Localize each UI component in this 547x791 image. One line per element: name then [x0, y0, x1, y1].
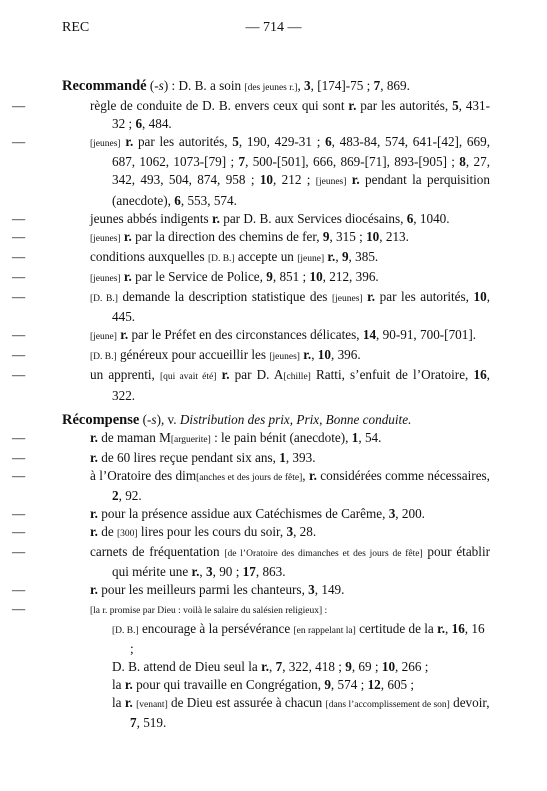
entry-text: , 212, 396. — [322, 268, 379, 284]
entry-text: , 445. — [112, 289, 490, 325]
entry-text: 7 — [373, 78, 381, 93]
entry-text: considérées comme nécessaires, — [316, 467, 490, 483]
entry-keyword: Récompense — [62, 411, 140, 428]
entry-text: r. — [90, 524, 98, 540]
entry-text: r. — [90, 582, 98, 598]
entry-text: [de l’Oratoire des dimanches et des jours de fête] — [224, 549, 423, 560]
entry-text: r. — [211, 210, 220, 226]
entry-text: , 92. — [118, 487, 142, 503]
entry-text: [D. B.] — [90, 352, 117, 363]
entry-text: [jeunes] — [90, 273, 121, 284]
entry-text: , [174]-75 ; — [310, 78, 374, 93]
index-subentry — [112, 620, 490, 658]
index-dash-entry — [12, 600, 490, 620]
entry-text: par les autorités, — [356, 98, 453, 114]
entry-text: par D. B. aux Services diocésains, — [219, 210, 407, 226]
entry-text: 10 — [381, 658, 396, 674]
entry-text: conditions auxquelles — [90, 248, 208, 264]
entry-text: 5 — [232, 134, 239, 150]
entry-text: , 385. — [348, 248, 379, 264]
page-header — [0, 20, 547, 40]
entry-text: , 190, 429-31 ; — [238, 134, 326, 150]
entry-text: 6 — [325, 134, 332, 150]
entry-text: , 869. — [380, 78, 410, 93]
entry-text: 9 — [322, 228, 330, 244]
entry-text: par le Service de Police, — [131, 268, 267, 284]
entry-dash: — — [12, 289, 26, 305]
entry-text: r. — [191, 564, 200, 580]
entry-dash: — — [12, 268, 26, 284]
entry-text: pour la présence assidue aux Catéchismes de Carême, — [97, 506, 389, 522]
entry-text: r. — [221, 367, 230, 383]
entry-text: par D. A — [229, 367, 284, 383]
entry-text: ( — [146, 78, 155, 93]
entry-text: , 500-[501], 666, 869-[71], 893-[905] ; — [245, 154, 460, 170]
entry-text: pendant la perquisition (anecdote), — [112, 172, 490, 208]
entry-text: ) : D. B. a soin — [163, 78, 245, 93]
entry-text: , — [199, 564, 207, 580]
entry-text: , — [311, 347, 318, 363]
entry-text: 9 — [324, 676, 331, 692]
entry-text: la — [112, 676, 125, 692]
entry-text: r. — [124, 695, 133, 710]
entry-text: r. — [437, 620, 446, 636]
entry-text: 10 — [473, 289, 487, 305]
entry-text: r. — [308, 467, 317, 483]
entry-text: 9 — [341, 248, 349, 264]
entry-dash: — — [12, 228, 26, 244]
entry-text: la — [112, 695, 125, 710]
index-dash-entry — [12, 97, 490, 133]
entry-text: de Dieu est assurée à chacun — [167, 695, 326, 710]
entry-text: carnets de fréquentation — [90, 544, 225, 560]
entry-text: , 212 ; — [273, 172, 316, 188]
entry-text: [en rappelant la] — [293, 625, 356, 636]
entry-text: , 574 ; — [330, 676, 368, 692]
entry-text: , 322, 418 ; — [282, 658, 346, 674]
entry-text: r. — [90, 449, 98, 465]
entry-text: -s — [154, 78, 164, 93]
index-dash-entry — [12, 581, 490, 599]
entry-text: : le pain bénit (anecdote), — [210, 429, 352, 445]
entry-text: , 431-32 ; — [112, 98, 490, 132]
entry-text: pour les meilleurs parmi les chanteurs, — [97, 582, 309, 598]
entry-dash: — — [12, 347, 26, 363]
index-subentry — [112, 676, 490, 694]
index-dash-entry — [12, 366, 490, 404]
entry-text: [jeune] — [90, 332, 117, 343]
entry-text: accepte un — [234, 248, 298, 264]
entry-text: [jeune] — [297, 253, 325, 264]
index-dash-entry — [12, 133, 491, 209]
entry-text: r. — [367, 289, 376, 305]
entry-text: 17 — [242, 564, 256, 580]
entry-text: 10 — [259, 172, 274, 188]
entry-text: , — [297, 78, 305, 93]
entry-text: [jeunes] — [90, 233, 121, 244]
entry-text: 8 — [459, 154, 466, 170]
entry-text: Distribution des prix, Prix, Bonne conduite. — [179, 411, 412, 427]
entry-text: , 1040. — [413, 210, 450, 226]
entry-text: par la direction des chemins de fer, — [131, 228, 323, 244]
entry-text: r. — [348, 98, 357, 114]
index-dash-entry — [12, 288, 490, 326]
entry-text: 3 — [206, 564, 213, 580]
entry-text: 16 — [451, 620, 465, 636]
entry-text: , 149. — [314, 582, 345, 598]
entry-text: de 60 lires reçue pendant six ans, — [97, 449, 280, 465]
entry-text: [dans l’accomplissement de son] — [325, 700, 450, 710]
entry-text: par les autorités, — [375, 289, 474, 305]
index-dash-entry — [12, 326, 490, 346]
entry-text: 10 — [366, 228, 380, 244]
entry-text: [chille] — [283, 372, 311, 383]
entry-text: [venant] — [136, 700, 168, 710]
entry-dash: — — [12, 248, 26, 264]
entry-text: r. — [120, 327, 129, 343]
entry-text: ), v. — [156, 411, 180, 427]
entry-text: , — [445, 620, 452, 636]
entry-text: 3 — [308, 582, 315, 598]
entry-dash: — — [12, 210, 26, 226]
entry-text: , 484. — [142, 116, 172, 132]
entry-text: 6 — [406, 210, 414, 226]
entry-text: [jeunes] — [269, 352, 300, 363]
entry-text: 5 — [452, 98, 459, 114]
entry-dash: — — [12, 449, 26, 465]
index-dash-entry — [12, 523, 490, 543]
entry-text: [jeunes] — [90, 139, 121, 150]
entry-dash: — — [12, 544, 26, 560]
entry-text: r. — [90, 506, 98, 522]
entry-text: par les autorités, — [133, 134, 233, 150]
index-dash-entry — [12, 543, 490, 581]
entry-text: 12 — [367, 676, 381, 692]
entry-text: , — [335, 248, 342, 264]
entry-text: , 200. — [395, 506, 425, 522]
entry-text: 6 — [174, 192, 181, 208]
entry-text: r. — [124, 676, 133, 692]
entry-text: certitude de la — [355, 620, 438, 636]
entry-text: , 393. — [285, 449, 316, 465]
entry-text: pour établir qui mérite une — [112, 544, 490, 580]
entry-text: , 396. — [330, 347, 361, 363]
entry-text: [jeunes] — [315, 177, 347, 188]
entry-text: lires pour les cours du soir, — [137, 524, 287, 540]
entry-text: [300] — [117, 529, 138, 540]
entry-dash: — — [12, 582, 26, 598]
entry-text: , 90 ; — [212, 564, 243, 580]
entry-text: 10 — [317, 347, 331, 363]
index-subentry — [112, 658, 490, 676]
entry-text: 9 — [266, 268, 273, 284]
index-entries — [12, 71, 491, 732]
entry-text: , 863. — [255, 564, 286, 580]
entry-dash: — — [12, 467, 26, 483]
entry-text: pour qui travaille en Congrégation, — [132, 676, 325, 692]
entry-text: [des jeunes r.] — [244, 83, 298, 93]
entry-dash: — — [12, 506, 26, 522]
entry-text: , — [269, 658, 276, 674]
entry-text: devoir, — [449, 695, 490, 710]
entry-text: r. — [303, 347, 312, 363]
entry-text: 3 — [286, 524, 294, 540]
entry-text: de maman M — [97, 429, 171, 445]
entry-text: Ratti, s’enfuit de l’Oratoire, — [310, 367, 474, 383]
index-dash-entry — [12, 449, 490, 467]
entry-text: r. — [90, 429, 98, 445]
entry-text: r. — [351, 172, 360, 188]
entry-text: 3 — [388, 506, 396, 522]
index-dash-entry — [12, 429, 490, 449]
index-dash-entry — [12, 248, 490, 268]
entry-text: [D. B.] — [207, 253, 235, 264]
entry-text: 14 — [362, 327, 377, 343]
entry-text: r. — [261, 658, 270, 674]
entry-text: , 851 ; — [272, 268, 310, 284]
entry-text: , 90-91, 700-[701]. — [376, 327, 477, 343]
entry-text: par le Préfet en des circonstances délicates, — [128, 327, 363, 343]
entry-text: de — [97, 524, 117, 540]
index-heading-entry — [62, 411, 490, 429]
index-dash-entry — [12, 467, 490, 505]
entry-text: [arguerite] — [170, 434, 211, 445]
entry-text: jeunes abbés indigents — [90, 210, 212, 226]
entry-dash: — — [12, 600, 26, 616]
index-dash-entry — [12, 346, 490, 366]
entry-text: [la r. promise par Dieu : voilà le salaire du salésien religieux] : — [90, 605, 328, 616]
entry-text: demande la description statistique des — [117, 289, 332, 305]
entry-text: 7 — [130, 715, 137, 731]
entry-text: , 27, 342, 493, 504, 874, 958 ; — [112, 154, 490, 188]
entry-text: 3 — [304, 78, 311, 93]
entry-text: , 16 ; — [130, 620, 485, 656]
entry-text: , 54. — [358, 429, 382, 445]
entry-dash: — — [12, 134, 26, 150]
entry-dash: — — [12, 429, 26, 445]
entry-text: , 69 ; — [351, 658, 382, 674]
index-dash-entry — [12, 505, 490, 523]
entry-dash: — — [12, 98, 26, 114]
entry-text: r. — [123, 268, 132, 284]
index-dash-entry — [12, 228, 490, 248]
entry-text: 10 — [309, 268, 323, 284]
entry-keyword: Recommandé — [62, 78, 147, 94]
entry-text: 1 — [351, 429, 359, 445]
entry-text: 1 — [279, 449, 286, 465]
entry-text: 7 — [238, 154, 246, 170]
entry-text: 2 — [112, 487, 119, 503]
entry-text: , 213. — [379, 228, 409, 244]
index-heading-entry — [62, 77, 490, 97]
entry-text: , 553, 574. — [180, 192, 237, 208]
index-subentry — [112, 694, 490, 732]
entry-text: , 315 ; — [329, 228, 367, 244]
entry-text: r. — [327, 248, 336, 264]
entry-text: [D. B.] — [112, 625, 139, 636]
entry-text: un apprenti, — [90, 367, 160, 383]
entry-text: 6 — [135, 116, 143, 132]
entry-text: encourage à la persévérance — [138, 620, 294, 636]
entry-text: , 483-84, 574, 641-[42], 669, 687, 1062, 1073-[79] ; — [112, 134, 491, 170]
entry-dash: — — [12, 367, 26, 383]
page-number: — 714 — — [245, 20, 302, 35]
entry-text: , 266 ; — [395, 658, 429, 674]
entry-text: [anches et des jours de fête] — [196, 472, 303, 483]
entry-dash: — — [12, 327, 26, 343]
entry-text: , 322. — [112, 367, 490, 403]
entry-text: D. B. attend de Dieu seul la — [112, 658, 262, 674]
entry-text: , 519. — [136, 715, 167, 731]
running-head: REC — [62, 20, 90, 35]
entry-dash: — — [12, 524, 26, 540]
entry-text: règle de conduite de D. B. envers ceux qui sont — [90, 98, 349, 114]
entry-text: -s — [147, 411, 157, 427]
index-dash-entry — [12, 210, 490, 228]
entry-text: [D. B.] — [90, 294, 118, 305]
entry-text: , 605 ; — [380, 676, 415, 692]
entry-text: 7 — [275, 658, 283, 674]
index-dash-entry — [12, 268, 490, 288]
entry-text: ( — [139, 411, 148, 427]
entry-text: 16 — [473, 367, 487, 383]
entry-text: [jeunes] — [331, 294, 363, 305]
entry-text: r. — [125, 134, 134, 150]
entry-text: r. — [123, 228, 132, 244]
entry-text: [qui avait été] — [159, 372, 217, 383]
entry-text: , 28. — [293, 524, 317, 540]
entry-text: généreux pour accueillir les — [116, 347, 270, 363]
entry-text: à l’Oratoire des dim — [90, 467, 197, 483]
entry-text: 9 — [345, 658, 352, 674]
entry-text: , — [302, 467, 309, 483]
